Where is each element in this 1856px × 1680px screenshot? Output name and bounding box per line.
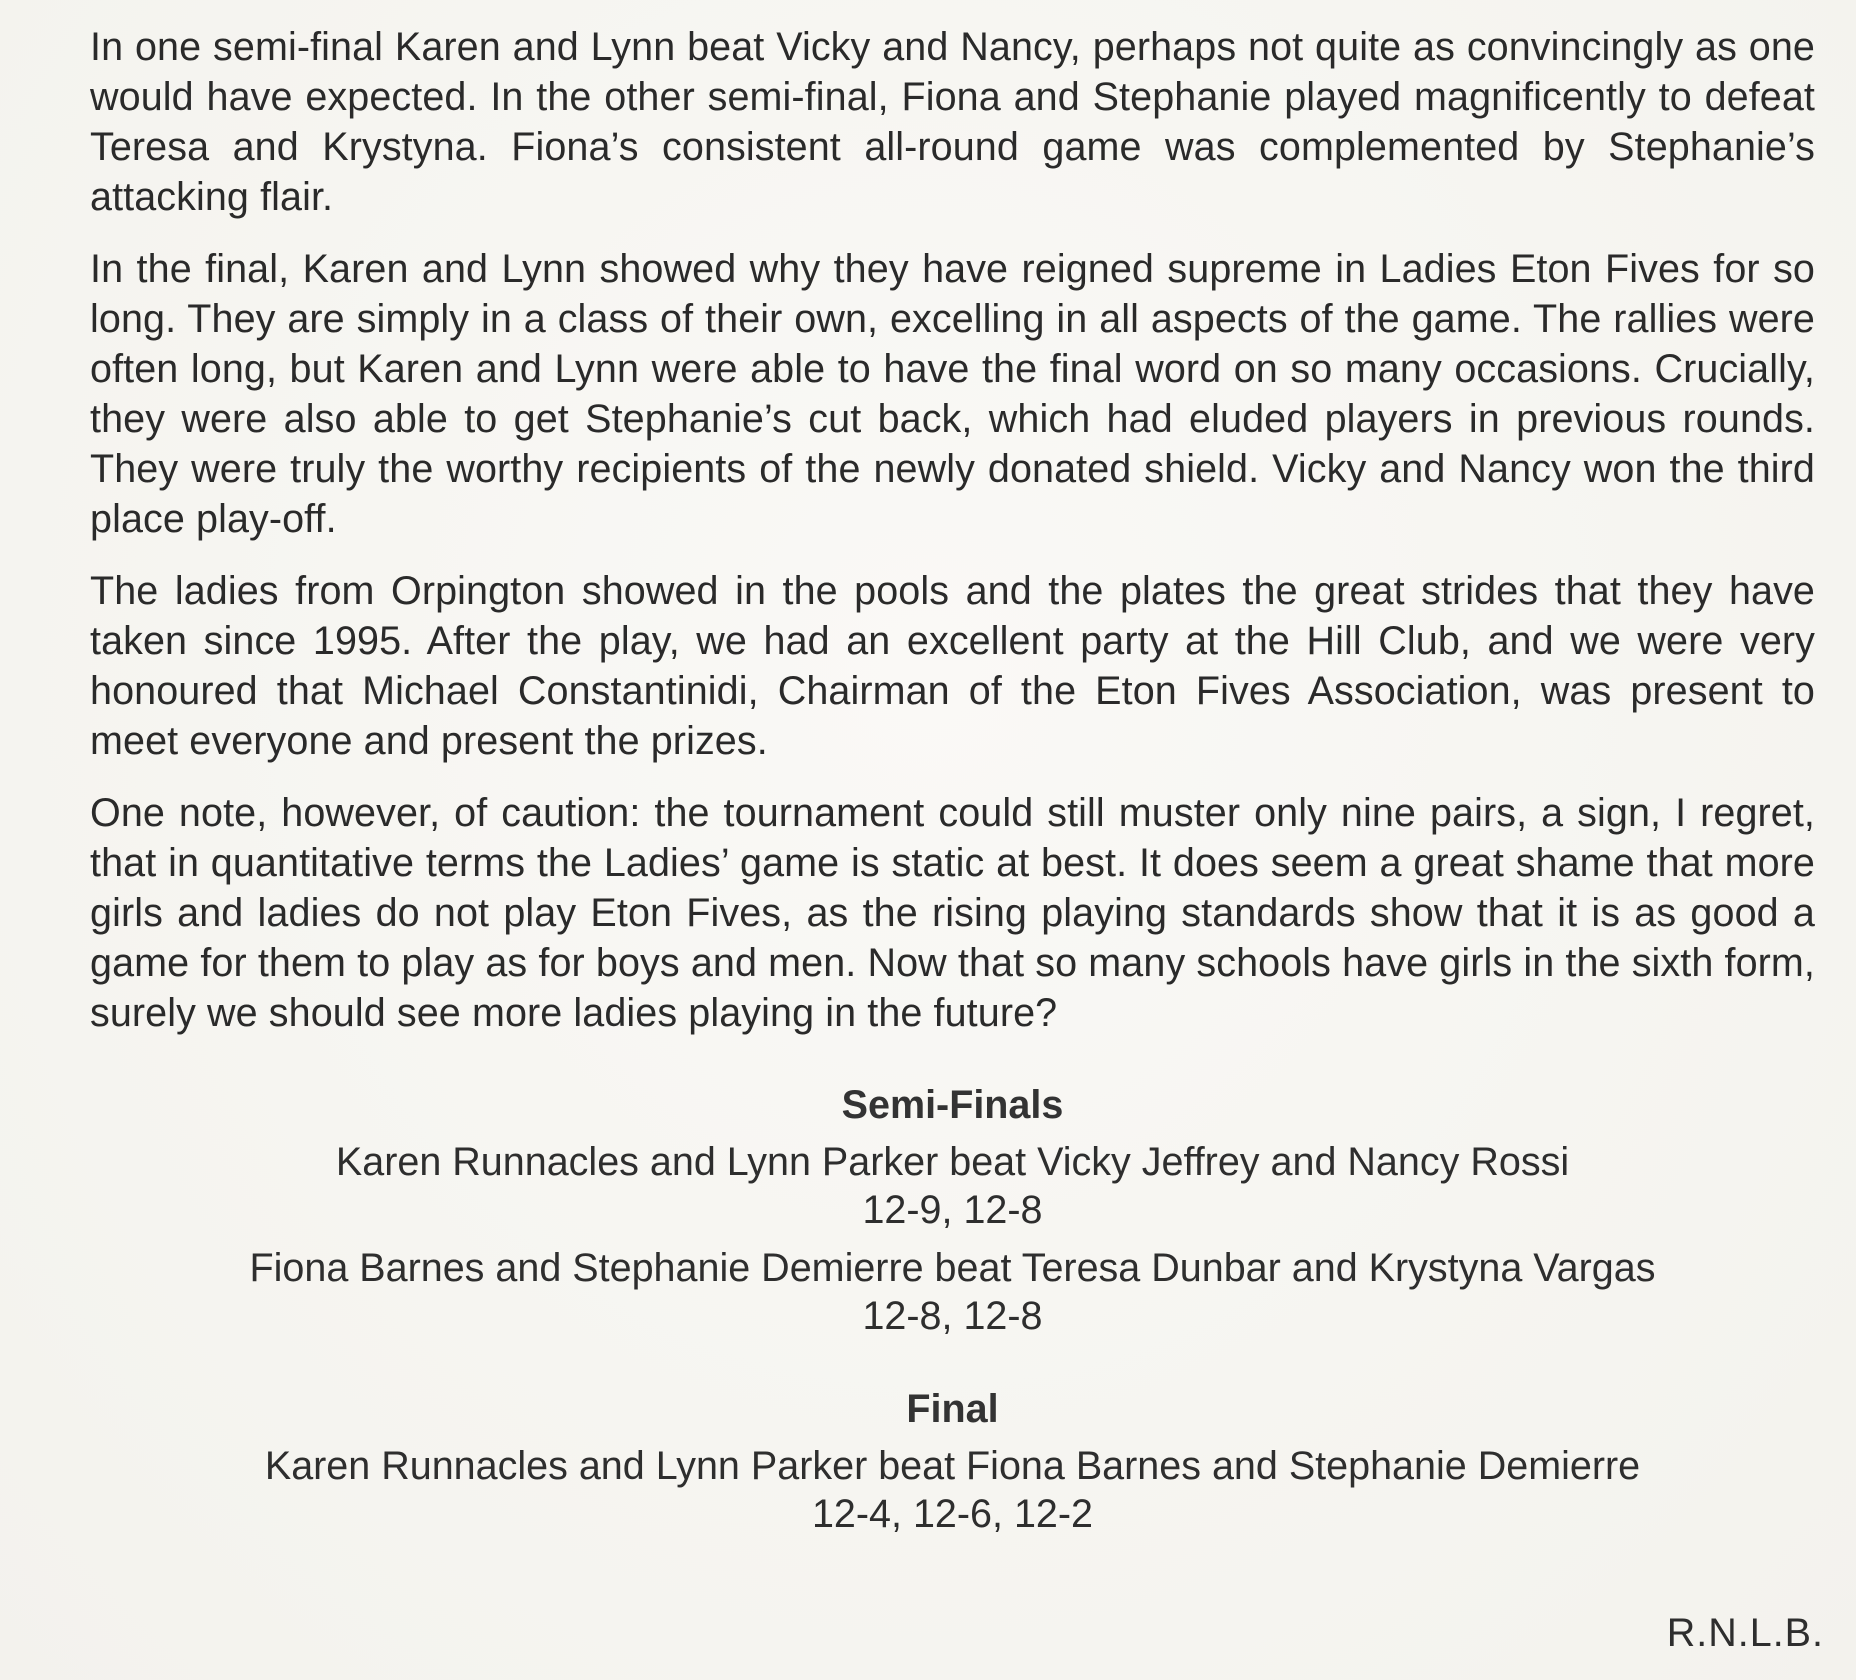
semi-final-match-2 xyxy=(90,1244,1815,1340)
paragraph-final-summary: In the final, Karen and Lynn showed why they have reigned supreme in Ladies Eton Fives for so long. They are simply in a class of their own, excelling in all aspects of the game. The rallies were often long, but Karen and Lynn were able to have the final word on so many occasions. Crucially, they were also able to get Stephanie’s cut back, which had eluded players in previous rounds. They were truly the worthy recipients of the newly donated shield. Vicky and Nancy won the third place play-off. xyxy=(90,247,1815,541)
section-spacer xyxy=(90,1350,1815,1384)
paragraph-note-of-caution: One note, however, of caution: the tournament could still muster only nine pairs, a sign, I regret, that in quantitative terms the Ladies’ game is static at best. It does seem a great shame that more girls and ladies do not play Eton Fives, as the rising playing standards show that it is as good a game for them to play as for boys and men. Now that so many schools have girls in the sixth form, surely we should see more ladies playing in the future? xyxy=(90,791,1815,1035)
match-result-line: Fiona Barnes and Stephanie Demierre beat Teresa Dunbar and Krystyna Vargas xyxy=(249,1246,1656,1290)
results-section xyxy=(90,1080,1815,1538)
author-initials: R.N.L.B. xyxy=(1666,1611,1824,1655)
match-result-line: Karen Runnacles and Lynn Parker beat Fiona Barnes and Stephanie Demierre xyxy=(264,1444,1641,1488)
paragraph-orpington-party: The ladies from Orpington showed in the pools and the plates the great strides that they have taken since 1995. After the play, we had an excellent party at the Hill Club, and we were very honoured that Michael Constantinidi, Chairman of the Eton Fives Association, was present to meet everyone and present the prizes. xyxy=(90,569,1815,763)
semi-finals-heading: Semi-Finals xyxy=(841,1083,1064,1127)
match-result-line: Karen Runnacles and Lynn Parker beat Vicky Jeffrey and Nancy Rossi xyxy=(335,1140,1570,1184)
match-score: 12-8, 12-8 xyxy=(862,1294,1043,1338)
match-score: 12-4, 12-6, 12-2 xyxy=(811,1492,1094,1536)
match-score: 12-9, 12-8 xyxy=(862,1188,1043,1232)
final-heading: Final xyxy=(906,1387,999,1431)
paragraph-semi-finals-summary: In one semi-final Karen and Lynn beat Vicky and Nancy, perhaps not quite as convincingly as one would have expected. In the other semi-final, Fiona and Stephanie played magnificently to defeat Teresa and Krystyna. Fiona’s consistent all-round game was complemented by Stephanie’s attacking flair. xyxy=(90,25,1815,219)
semi-final-match-1 xyxy=(90,1138,1815,1234)
article-body xyxy=(90,22,1815,1038)
final-match xyxy=(90,1442,1815,1538)
